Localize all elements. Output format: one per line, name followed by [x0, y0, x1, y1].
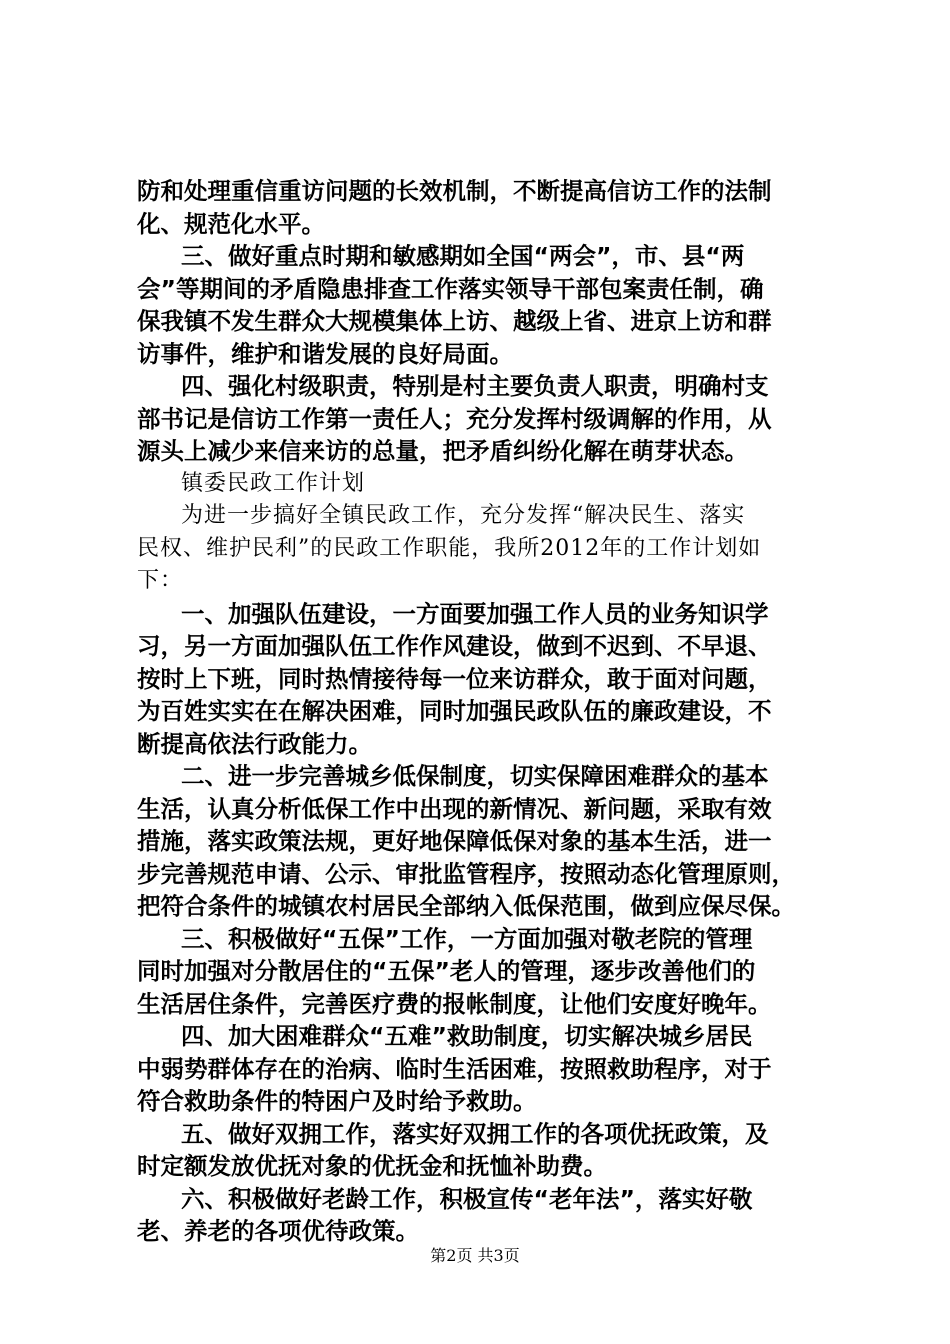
section-heading: 镇委民政工作计划 — [181, 470, 366, 496]
text-line: 民权、维护民利”的民政工作职能，我所2012年的工作计划如 — [137, 535, 762, 561]
text-line: 按时上下班，同时热情接待每一位来访群众，敢于面对问题， — [137, 664, 772, 693]
text-line: 保我镇不发生群众大规模集体上访、越级上省、进京上访和群 — [137, 307, 772, 335]
text-line: 一、加强队伍建设，一方面要加强工作人员的业务知识学 — [181, 599, 769, 628]
text-line: 中弱势群体存在的治病、临时生活困难，按照救助程序，对于 — [137, 1054, 772, 1083]
text-line: 时定额发放优抚对象的优抚金和抚恤补助费。 — [137, 1152, 607, 1180]
text-line: 把符合条件的城镇农村居民全部纳入低保范围，做到应保尽保。 — [137, 892, 795, 920]
text-line: 五、做好双拥工作，落实好双拥工作的各项优抚政策，及 — [181, 1119, 769, 1148]
text-line: 防和处理重信重访问题的长效机制，不断提高信访工作的法制 — [137, 177, 772, 205]
text-line: 生活，认真分析低保工作中出现的新情况、新问题，采取有效 — [137, 794, 772, 823]
text-line: 二、进一步完善城乡低保制度，切实保障困难群众的基本 — [181, 762, 769, 790]
document-body — [137, 175, 837, 1248]
text-line: 符合救助条件的特困户及时给予救助。 — [137, 1087, 537, 1115]
text-line: 老、养老的各项优待政策。 — [137, 1217, 419, 1245]
text-line: 四、强化村级职责，特别是村主要负责人职责，明确村支 — [181, 372, 769, 400]
text-line: 化、规范化水平。 — [137, 209, 325, 238]
text-line: 部书记是信访工作第一责任人；充分发挥村级调解的作用，从 — [137, 404, 772, 433]
page-number: 第2页 共3页 — [430, 1246, 520, 1265]
text-line: 访事件，维护和谐发展的良好局面。 — [137, 339, 513, 368]
text-line: 生活居住条件，完善医疗费的报帐制度，让他们安度好晚年。 — [137, 989, 772, 1018]
text-line: 为进一步搞好全镇民政工作，充分发挥“解决民生、落实 — [181, 503, 746, 528]
text-line: 断提高依法行政能力。 — [137, 729, 372, 758]
text-line: 下： — [137, 568, 184, 593]
text-line: 六、积极做好老龄工作，积极宣传“老年法”，落实好敬 — [181, 1184, 753, 1213]
text-line: 三、积极做好“五保”工作，一方面加强对敬老院的管理 — [181, 924, 753, 953]
text-line: 会”等期间的矛盾隐患排查工作落实领导干部包案责任制，确 — [137, 274, 764, 303]
text-line: 源头上减少来信来访的总量，把矛盾纠纷化解在萌芽状态。 — [137, 437, 748, 465]
text-line: 同时加强对分散居住的“五保”老人的管理，逐步改善他们的 — [137, 957, 756, 985]
page-footer — [0, 1243, 950, 1266]
text-line: 三、做好重点时期和敏感期如全国“两会”，市、县“两 — [181, 242, 745, 270]
text-line: 习，另一方面加强队伍工作作风建设，做到不迟到、不早退、 — [137, 632, 772, 660]
text-line: 措施，落实政策法规，更好地保障低保对象的基本生活，进一 — [137, 827, 772, 855]
text-line: 四、加大困难群众“五难”救助制度，切实解决城乡居民 — [181, 1022, 753, 1050]
text-line: 为百姓实实在在解决困难，同时加强民政队伍的廉政建设，不 — [137, 697, 772, 725]
text-line: 步完善规范申请、公示、审批监管程序，按照动态化管理原则， — [137, 859, 795, 888]
